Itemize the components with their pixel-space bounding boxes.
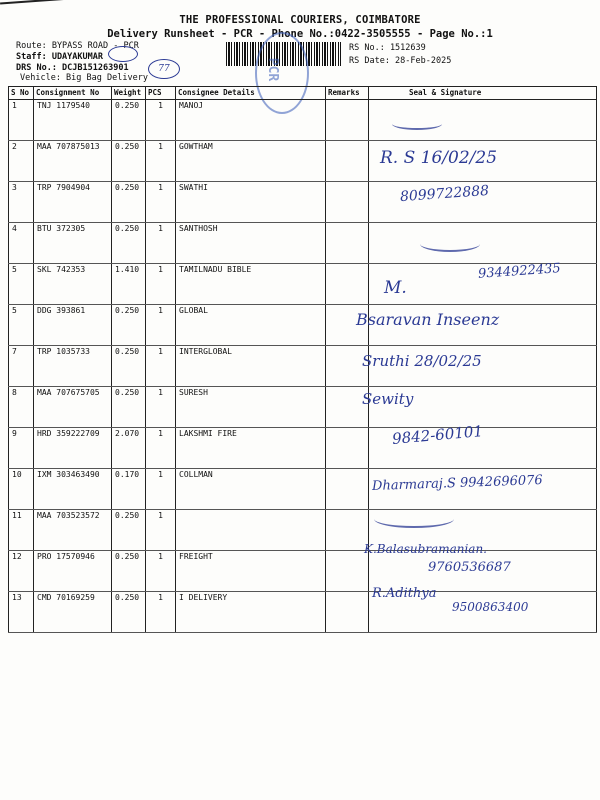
cell-remarks — [326, 223, 369, 264]
route-label: Route: BYPASS ROAD - PCR — [16, 41, 139, 51]
cell-remarks — [326, 100, 369, 141]
cell-consignee: GLOBAL — [176, 305, 326, 346]
cell-consignee: SURESH — [176, 387, 326, 428]
table-row — [9, 305, 597, 346]
cell-pcs: 1 — [146, 141, 176, 182]
document-subtitle: Delivery Runsheet - PCR - Phone No.:0422-3505555 - Page No.:1 — [107, 28, 493, 40]
cell-pcs: 1 — [146, 100, 176, 141]
cell-consignment: CMD 70169259 — [34, 592, 112, 633]
table-row — [9, 510, 597, 551]
cell-remarks — [326, 551, 369, 592]
signature-8: Sewity — [362, 390, 414, 408]
signature-2: R. S 16/02/25 — [380, 148, 498, 168]
cell-consignee: INTERGLOBAL — [176, 346, 326, 387]
cell-consignee: SANTHOSH — [176, 223, 326, 264]
cell-sno: 7 — [9, 346, 34, 387]
cell-consignee: FREIGHT — [176, 551, 326, 592]
cell-consignee: LAKSHMI FIRE — [176, 428, 326, 469]
cell-weight: 0.250 — [112, 223, 146, 264]
cell-weight: 0.250 — [112, 182, 146, 223]
rs-number: RS No.: 1512639 — [349, 43, 426, 53]
cell-consignment: MAA 703523572 — [34, 510, 112, 551]
cell-pcs: 1 — [146, 469, 176, 510]
cell-sno: 9 — [9, 428, 34, 469]
signature-5-phone: 9344922435 — [477, 261, 562, 282]
top-edge-mark — [0, 0, 70, 4]
cell-sno: 13 — [9, 592, 34, 633]
cell-sno: 4 — [9, 223, 34, 264]
col-signature: Seal & Signature — [369, 87, 597, 100]
cell-signature — [369, 223, 597, 264]
cell-pcs: 1 — [146, 182, 176, 223]
signature-scribble-11 — [374, 510, 454, 528]
drs-number: DRS No.: DCJB151263901 — [16, 63, 129, 73]
cell-pcs: 1 — [146, 264, 176, 305]
cell-remarks — [326, 428, 369, 469]
cell-sno: 3 — [9, 182, 34, 223]
cell-weight: 0.250 — [112, 100, 146, 141]
signature-scribble-4 — [420, 236, 480, 252]
cell-remarks — [326, 264, 369, 305]
cell-consignment: TRP 1035733 — [34, 346, 112, 387]
col-weight: Weight — [112, 87, 146, 100]
col-pcs: PCS — [146, 87, 176, 100]
vehicle-label: Vehicle: Big Bag Delivery — [20, 73, 148, 83]
cell-sno: 12 — [9, 551, 34, 592]
col-consignment: Consignment No — [34, 87, 112, 100]
table-row — [9, 182, 597, 223]
col-remarks: Remarks — [326, 87, 369, 100]
table-row — [9, 223, 597, 264]
cell-consignment: IXM 303463490 — [34, 469, 112, 510]
table-row — [9, 346, 597, 387]
cell-consignee: I DELIVERY — [176, 592, 326, 633]
cell-pcs: 1 — [146, 428, 176, 469]
signature-12-name: K.Balasubramanian. — [364, 542, 487, 556]
cell-consignment: MAA 707675705 — [34, 387, 112, 428]
table-row — [9, 100, 597, 141]
cell-sno: 2 — [9, 141, 34, 182]
cell-consignee: TAMILNADU BIBLE — [176, 264, 326, 305]
cell-weight: 0.250 — [112, 551, 146, 592]
cell-weight: 0.250 — [112, 592, 146, 633]
signature-scribble-1 — [392, 118, 442, 130]
cell-pcs: 1 — [146, 387, 176, 428]
cell-remarks — [326, 510, 369, 551]
cell-remarks — [326, 592, 369, 633]
signature-13-name: R.Adithya — [372, 586, 437, 601]
cell-weight: 0.250 — [112, 387, 146, 428]
cell-remarks — [326, 141, 369, 182]
col-sno: S No — [9, 87, 34, 100]
cell-consignment: MAA 707875013 — [34, 141, 112, 182]
cell-remarks — [326, 469, 369, 510]
table-row — [9, 387, 597, 428]
stamp-text: PCR — [265, 57, 281, 82]
col-consignee: Consignee Details — [176, 87, 326, 100]
cell-consignment: HRD 359222709 — [34, 428, 112, 469]
document-title: THE PROFESSIONAL COURIERS, COIMBATORE — [179, 14, 421, 26]
cell-consignee: SWATHI — [176, 182, 326, 223]
cell-sno: 5 — [9, 305, 34, 346]
cell-consignee: COLLMAN — [176, 469, 326, 510]
cell-pcs: 1 — [146, 305, 176, 346]
signature-6: Bsaravan Inseenz — [356, 310, 500, 329]
cell-consignment: TRP 7904904 — [34, 182, 112, 223]
staff-label: Staff: UDAYAKUMAR — [16, 52, 103, 62]
handwritten-mark-77: 77 — [148, 59, 180, 79]
handwritten-circle-mark — [108, 46, 138, 62]
cell-consignment: BTU 372305 — [34, 223, 112, 264]
cell-weight: 0.250 — [112, 141, 146, 182]
table-row — [9, 141, 597, 182]
cell-remarks — [326, 182, 369, 223]
cell-consignment: TNJ 1179540 — [34, 100, 112, 141]
cell-sno: 5 — [9, 264, 34, 305]
signature-6-initials: M. — [384, 278, 407, 298]
cell-weight: 0.250 — [112, 510, 146, 551]
cell-consignee: GOWTHAM — [176, 141, 326, 182]
cell-sno: 8 — [9, 387, 34, 428]
cell-pcs: 1 — [146, 510, 176, 551]
cell-pcs: 1 — [146, 592, 176, 633]
signature-12-phone: 9760536687 — [428, 560, 511, 575]
cell-consignment: PRO 17570946 — [34, 551, 112, 592]
cell-sno: 11 — [9, 510, 34, 551]
signature-10: Dharmaraj.S 9942696076 — [371, 473, 543, 494]
cell-weight: 0.250 — [112, 305, 146, 346]
cell-weight: 2.070 — [112, 428, 146, 469]
cell-sno: 1 — [9, 100, 34, 141]
rs-date: RS Date: 28-Feb-2025 — [349, 56, 452, 66]
cell-pcs: 1 — [146, 223, 176, 264]
cell-sno: 10 — [9, 469, 34, 510]
cell-weight: 0.250 — [112, 346, 146, 387]
cell-weight: 0.170 — [112, 469, 146, 510]
cell-weight: 1.410 — [112, 264, 146, 305]
runsheet-table — [8, 86, 597, 633]
signature-7: Sruthi 28/02/25 — [362, 352, 482, 370]
table-header-row — [9, 87, 597, 100]
table-row — [9, 428, 597, 469]
cell-consignee — [176, 510, 326, 551]
signature-13-phone: 9500863400 — [452, 600, 529, 614]
cell-consignment: DDG 393861 — [34, 305, 112, 346]
cell-pcs: 1 — [146, 551, 176, 592]
cell-consignee: MANOJ — [176, 100, 326, 141]
cell-consignment: SKL 742353 — [34, 264, 112, 305]
signature-3: 8099722888 — [399, 182, 490, 206]
cell-pcs: 1 — [146, 346, 176, 387]
signature-9: 9842-60101 — [391, 422, 484, 448]
